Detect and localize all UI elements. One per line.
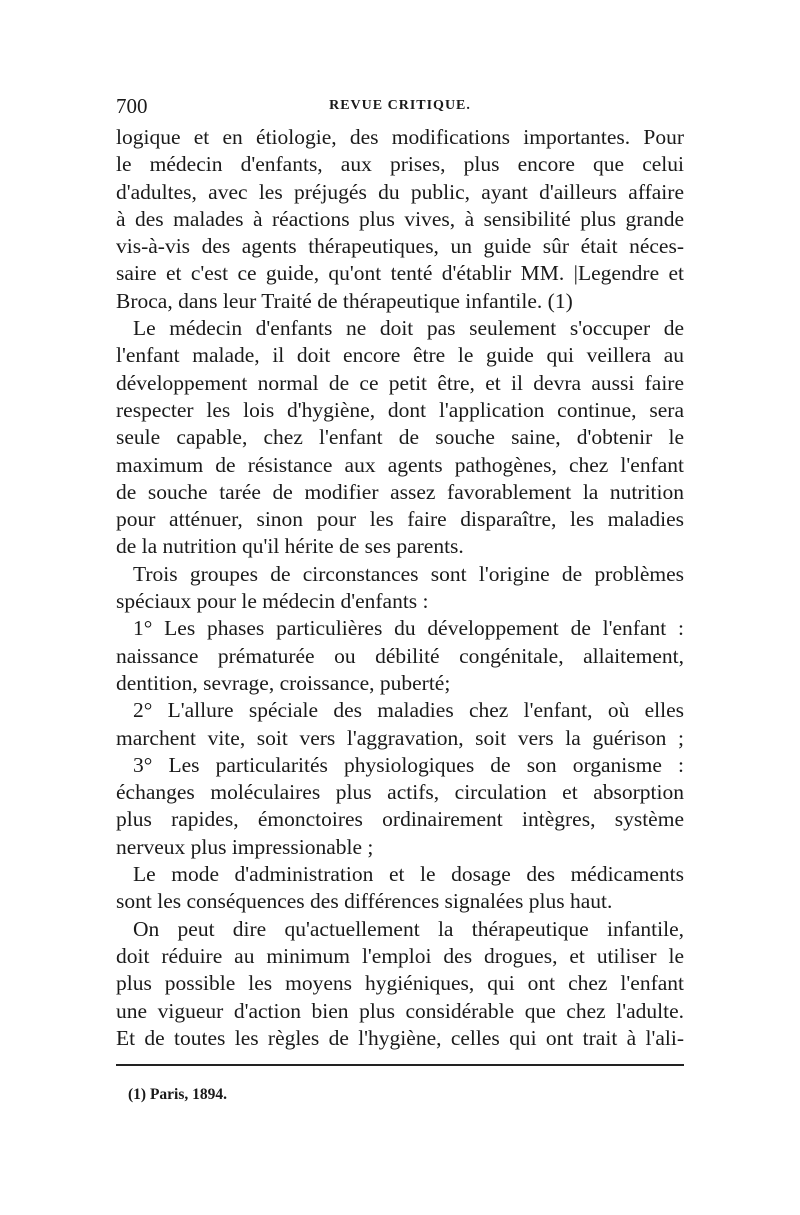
text-line: l'enfant malade, il doit encore être le guide qui veillera au bbox=[116, 343, 684, 368]
text-line: seule capable, chez l'enfant de souche saine, d'obtenir le bbox=[116, 425, 684, 450]
text-line: vis-à-vis des agents thérapeutiques, un guide sûr était néces- bbox=[116, 234, 684, 259]
text-line: logique et en étiologie, des modifications importantes. Pour bbox=[116, 125, 684, 149]
text-line: Le mode d'administration et le dosage des médicaments bbox=[133, 862, 684, 887]
text-line: 2° L'allure spéciale des maladies chez l'enfant, où elles bbox=[133, 698, 684, 723]
page-header bbox=[116, 94, 684, 124]
text-line: échanges moléculaires plus actifs, circulation et absorption bbox=[116, 780, 684, 805]
text-line: Le médecin d'enfants ne doit pas seulement s'occuper de bbox=[133, 316, 684, 341]
text-line: plus possible les moyens hygiéniques, qui ont chez l'enfant bbox=[116, 971, 684, 996]
text-line: On peut dire qu'actuellement la thérapeutique infantile, bbox=[133, 916, 684, 941]
text-line: 3° Les particularités physiologiques de son organisme : bbox=[133, 752, 684, 777]
text-line: une vigueur d'action bien plus considérable que chez l'adulte. bbox=[116, 998, 684, 1023]
footnote: (1) Paris, 1894. bbox=[128, 1086, 228, 1103]
text-line: spéciaux pour le médecin d'enfants : bbox=[116, 589, 429, 614]
text-line: 1° Les phases particulières du développement de l'enfant : bbox=[133, 616, 684, 641]
text-line: le médecin d'enfants, aux prises, plus encore que celui bbox=[116, 152, 684, 177]
text-line: doit réduire au minimum l'emploi des drogues, et utiliser le bbox=[116, 943, 684, 968]
page-number: 700 bbox=[116, 94, 148, 118]
text-line: d'adultes, avec les préjugés du public, ayant d'ailleurs affaire bbox=[116, 179, 684, 204]
text-line: dentition, sevrage, croissance, puberté; bbox=[116, 670, 451, 695]
text-line: Et de toutes les règles de l'hygiène, celles qui ont trait à l'ali- bbox=[116, 1025, 684, 1050]
body-text bbox=[116, 124, 684, 1052]
text-line: Broca, dans leur Traité de thérapeutique infantile. (1) bbox=[116, 288, 573, 313]
text-line: sont les conséquences des différences signalées plus haut. bbox=[116, 889, 613, 914]
footnote-divider bbox=[116, 1064, 684, 1066]
text-line: naissance prématurée ou débilité congénitale, allaitement, bbox=[116, 643, 684, 668]
text-line: marchent vite, soit vers l'aggravation, soit vers la guérison ; bbox=[116, 725, 684, 750]
text-line: à des malades à réactions plus vives, à sensibilité plus grande bbox=[116, 206, 684, 231]
text-line: respecter les lois d'hygiène, dont l'application continue, sera bbox=[116, 397, 684, 422]
text-line: saire et c'est ce guide, qu'ont tenté d'établir MM. |Legendre et bbox=[116, 261, 684, 286]
text-line: de la nutrition qu'il hérite de ses parents. bbox=[116, 534, 464, 559]
text-line: Trois groupes de circonstances sont l'origine de problèmes bbox=[133, 561, 684, 586]
text-line: maximum de résistance aux agents pathogènes, chez l'enfant bbox=[116, 452, 684, 477]
running-head: REVUE CRITIQUE. bbox=[329, 98, 471, 113]
text-line: développement normal de ce petit être, et il devra aussi faire bbox=[116, 370, 684, 395]
text-line: plus rapides, émonctoires ordinairement intègres, système bbox=[116, 807, 684, 832]
text-line: pour atténuer, sinon pour les faire disparaître, les maladies bbox=[116, 507, 684, 532]
text-line: nerveux plus impressionable ; bbox=[116, 834, 374, 859]
text-line: de souche tarée de modifier assez favorablement la nutrition bbox=[116, 479, 684, 504]
